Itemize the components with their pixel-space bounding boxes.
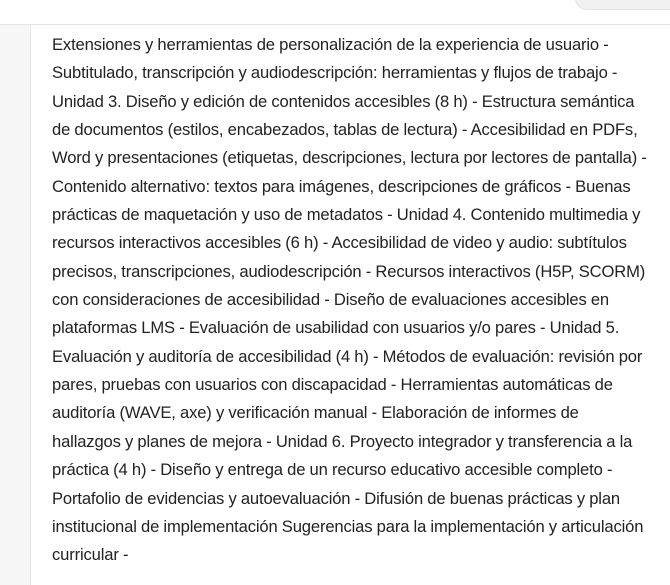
chat-message-card — [30, 25, 670, 585]
top-input-pill[interactable] — [575, 0, 670, 10]
top-bar — [0, 0, 670, 25]
message-text: Extensiones y herramientas de personalización de la experiencia de usuario - Subtitulado, transcripción y audiodescripción: herramientas y flujos de trabajo - Unidad 3. Diseño y edición de contenidos accesibles (8 h) - Estructura semántica de documentos (estilos, encabezados, tablas de lectura) - Accesibilidad en PDFs, Word y presentaciones (etiquetas, descripciones, lectura por lectores de pantalla) - Contenido alternativo: textos para imágenes, descripciones de gráficos - Buenas prácticas de maquetación y uso de metadatos - Unidad 4. Contenido multimedia y recursos interactivos accesibles (6 h) - Accesibilidad de video y audio: subtítulos precisos, transcripciones, audiodescripción - Recursos interactivos (H5P, SCORM) con consideraciones de accesibilidad - Diseño de evaluaciones accesibles en plataformas LMS - Evaluación de usabilidad con usuarios y/o pares - Unidad 5. Evaluación y auditoría de accesibilidad (4 h) - Métodos de evaluación: revisión por pares, pruebas con usuarios con discapacidad - Herramientas automáticas de auditoría (WAVE, axe) y verificación manual - Elaboración de informes de hallazgos y planes de mejora - Unidad 6. Proyecto integrador y transferencia a la práctica (4 h) - Diseño y entrega de un recurso educativo accesible completo - Portafolio de evidencias y autoevaluación - Difusión de buenas prácticas y plan institucional de implementación Sugerencias para la implementación y articulación curricular - — [52, 35, 647, 565]
